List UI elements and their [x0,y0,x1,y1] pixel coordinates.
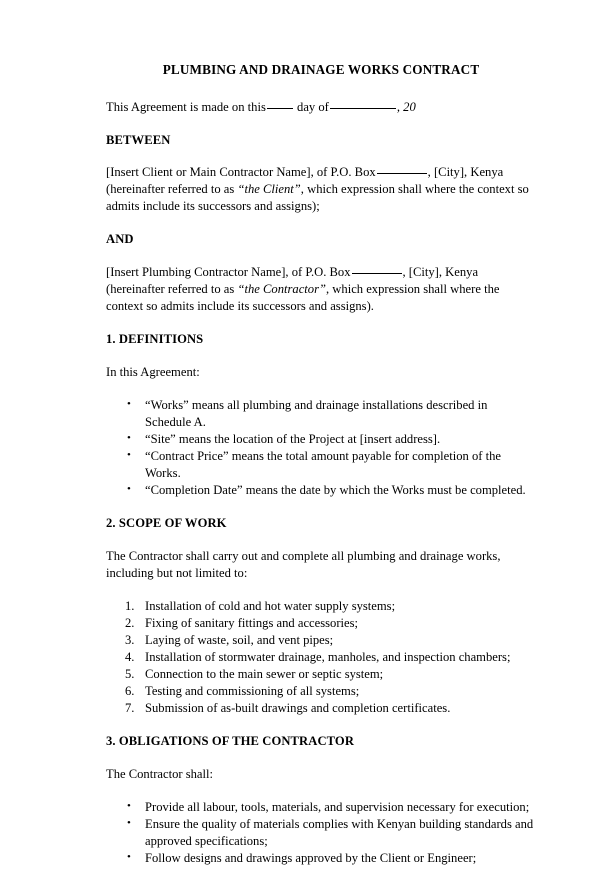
list-item: • Ensure the quality of materials complies with Kenyan building standards and approved specifications; [106,816,536,850]
list-item: Submission of as-built drawings and completion certificates. [145,700,451,715]
list-item: • Follow designs and drawings approved by the Client or Engineer; [106,850,536,867]
scope-of-work-lead: The Contractor shall carry out and complete all plumbing and drainage works, including but not limited to: [106,548,501,580]
list-item: Testing and commissioning of all systems; [145,683,360,698]
day-blank-field[interactable] [267,108,293,109]
contractor-party-text-c: , which expression shall where the context so admits include its successors and assigns). [106,281,500,313]
client-pobox-blank-field[interactable] [377,173,427,174]
list-item: Installation of cold and hot water supply systems; [145,598,396,613]
obligations-lead: The Contractor shall: [106,766,214,781]
list-item: • “Completion Date” means the date by which the Works must be completed. [106,482,536,499]
obligations-list [106,799,536,867]
heading-scope-of-work: 2. SCOPE OF WORK [106,515,227,530]
heading-between: BETWEEN [106,132,171,147]
agreement-date-prefix: This Agreement is made on this [106,99,266,114]
agreement-year-suffix: , 20 [396,99,416,114]
month-blank-field[interactable] [330,108,396,109]
list-item: Connection to the main sewer or septic system; [145,666,384,681]
heading-and: AND [106,231,134,246]
list-item: Installation of stormwater drainage, manholes, and inspection chambers; [145,649,511,664]
contractor-party-text-a: [Insert Plumbing Contractor Name], of P.O. Box [106,264,351,279]
list-item: Laying of waste, soil, and vent pipes; [145,632,334,647]
contractor-pobox-blank-field[interactable] [352,273,402,274]
contractor-defined-term: “the Contractor” [237,281,326,296]
client-defined-term: “the Client” [237,181,301,196]
list-item: • “Site” means the location of the Project at [insert address]. [106,431,536,448]
definitions-lead: In this Agreement: [106,364,200,379]
definitions-list [106,397,536,499]
list-item: Fixing of sanitary fittings and accessories; [145,615,358,630]
agreement-date-middle: day of [297,99,329,114]
list-item: • Provide all labour, tools, materials, and supervision necessary for execution; [106,799,536,816]
client-party-paragraph [106,164,536,215]
client-party-text-a: [Insert Client or Main Contractor Name], of P.O. Box [106,164,376,179]
client-party-text-b: , [City], Kenya (hereinafter referred to as [106,164,504,196]
list-item: • “Works” means all plumbing and drainage installations described in Schedule A. [106,397,536,431]
agreement-date-line [106,99,536,116]
scope-of-work-list [106,598,536,717]
client-party-text-c: , which expression shall where the context so admits include its successors and assigns); [106,181,529,213]
contractor-party-text-b: , [City], Kenya (hereinafter referred to as [106,264,479,296]
document-title: PLUMBING AND DRAINAGE WORKS CONTRACT [162,62,480,77]
document-body [106,62,536,883]
list-item: • “Contract Price” means the total amount payable for completion of the Works. [106,448,536,482]
heading-obligations-of-contractor: 3. OBLIGATIONS OF THE CONTRACTOR [106,733,355,748]
contractor-party-paragraph [106,264,536,315]
heading-definitions: 1. DEFINITIONS [106,331,204,346]
